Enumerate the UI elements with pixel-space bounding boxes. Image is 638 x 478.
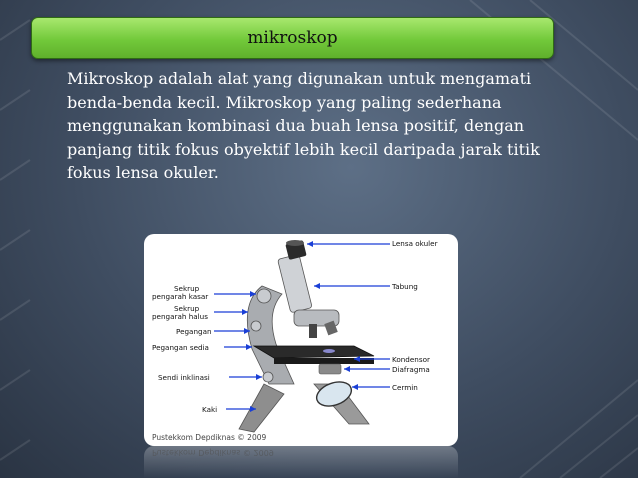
microscope-illustration (144, 234, 458, 446)
fine-knob (251, 321, 261, 331)
figure-reflection (144, 446, 458, 478)
inclination-joint (263, 372, 273, 382)
microscope-condenser (319, 364, 341, 374)
label-sekrup-kasar-1: Sekrup (174, 284, 200, 293)
label-sekrup-halus-2: pengarah halus (152, 312, 208, 321)
label-cermin: Cermin (392, 383, 418, 392)
label-sendi-inklinasi: Sendi inklinasi (158, 373, 210, 382)
label-tabung: Tabung (392, 282, 418, 291)
microscope-stage (254, 346, 374, 358)
label-sekrup-halus-1: Sekrup (174, 304, 200, 313)
specimen-slide (323, 349, 335, 353)
label-pegangan-sedia: Pegangan sedia (152, 343, 209, 352)
microscope-arm (247, 286, 294, 384)
slide-title-bar (31, 17, 554, 59)
microscope-tube (278, 254, 313, 313)
label-lensa-okuler: Lensa okuler (392, 239, 438, 248)
label-sekrup-kasar-2: pengarah kasar (152, 292, 209, 301)
label-kondensor: Kondensor (392, 355, 430, 364)
objective-lens (309, 324, 317, 338)
reflection-credit: Pustekkom Depdiknas © 2009 (152, 448, 274, 457)
slide-paragraph: Mikroskop adalah alat yang digunakan untuk mengamati benda-benda kecil. Mikroskop yang paling sederhana menggunakan kombinasi dua buah lensa positif, dengan panjang titik fokus obyektif lebih kecil daripada jarak titik fokus lensa okuler. (67, 69, 540, 182)
figure-credit: Pustekkom Depdiknas © 2009 (152, 433, 267, 442)
label-pegangan: Pegangan (176, 327, 212, 336)
label-diafragma: Diafragma (392, 365, 430, 374)
eyepiece-lens (286, 240, 304, 246)
microscope-figure (144, 234, 458, 446)
slide-title: mikroskop (247, 28, 338, 48)
label-kaki: Kaki (202, 405, 218, 414)
microscope-foot-left (239, 384, 284, 432)
coarse-knob (257, 289, 271, 303)
